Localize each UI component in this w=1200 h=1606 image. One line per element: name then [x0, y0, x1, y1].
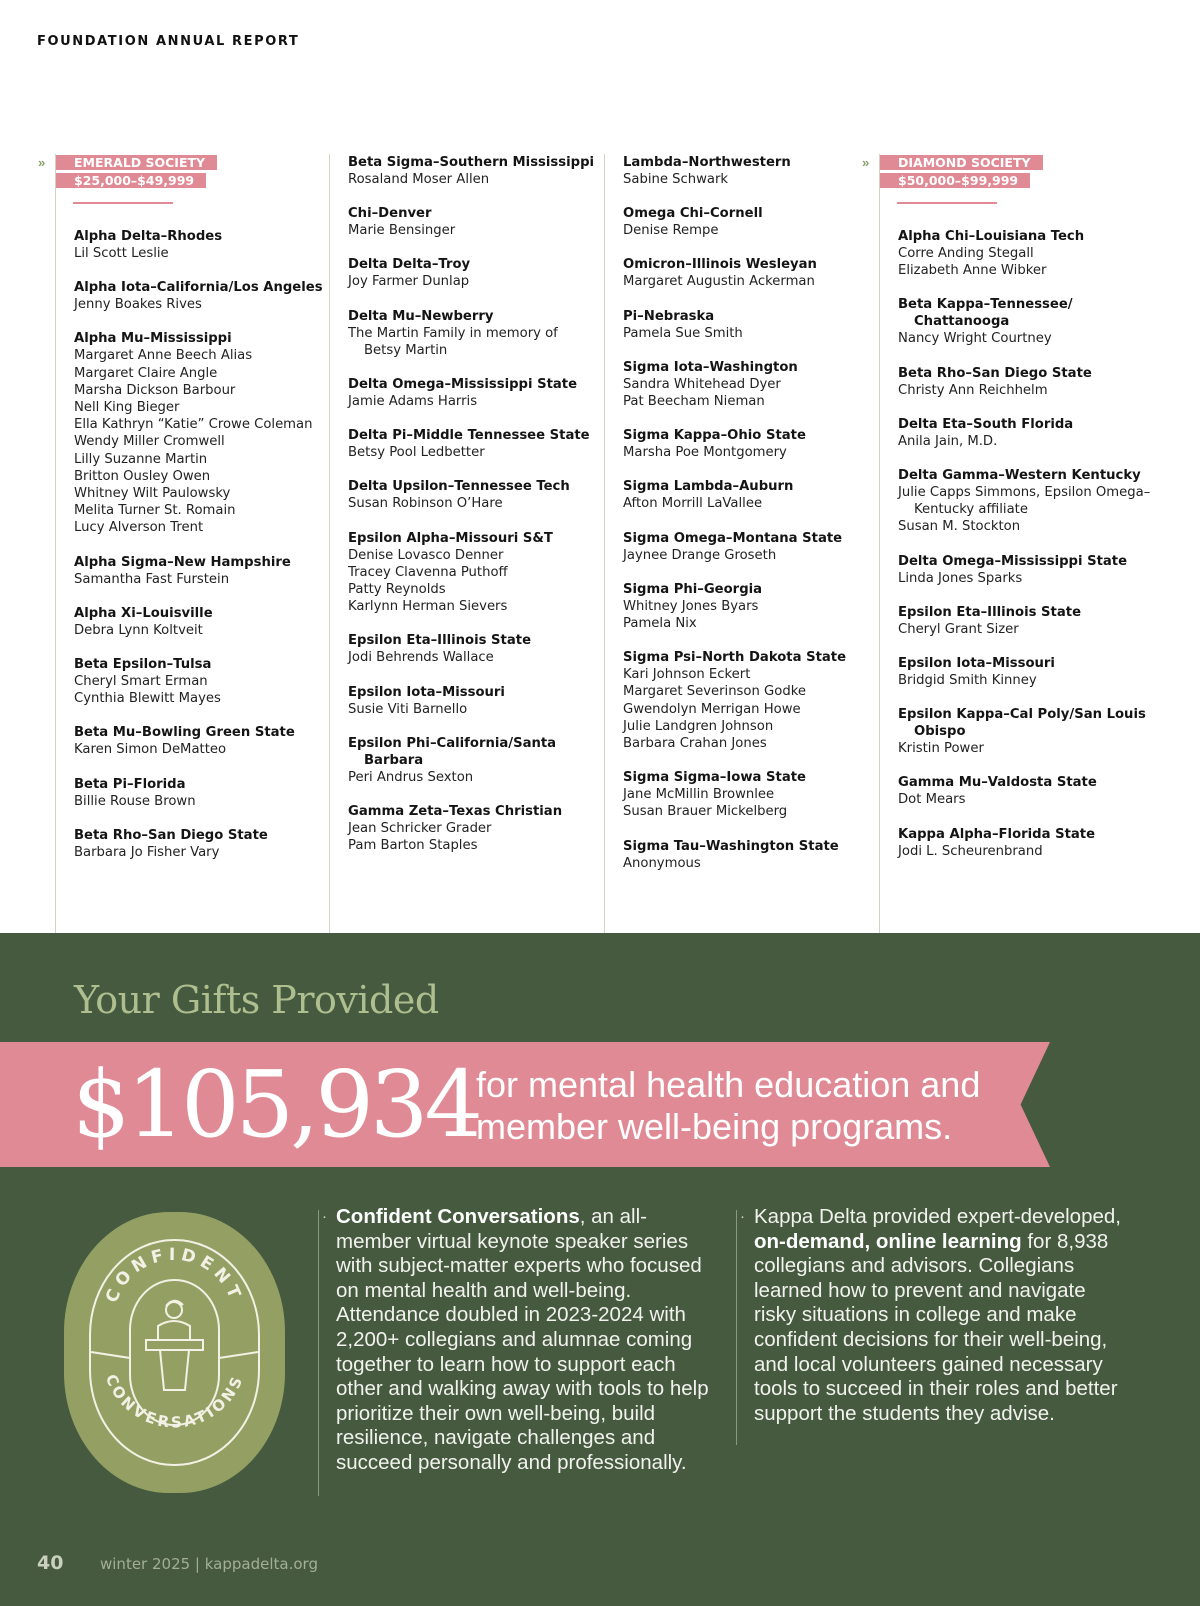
donor-name: Corre Anding Stegall: [898, 246, 1034, 261]
bullet-text-post: for 8,938 collegians and advisors. Collegians learned how to prevent and navigate risky situations in college and make confident decisions for their well-being, and local volunteers gained necessary tools to succeed in their roles and better support the students they advise.: [754, 1229, 1118, 1425]
logo-bottom-text: CONVERSATIONS: [101, 1371, 248, 1432]
donor-group: [623, 205, 872, 239]
chapter-name: Beta Kappa–Tennessee/ Chattanooga: [898, 297, 1073, 330]
badge-rule: [897, 202, 997, 204]
donor-name: Susan Robinson O’Hare: [348, 496, 503, 512]
donor-group: [348, 684, 597, 718]
donor-column-2: [329, 154, 597, 934]
chapter-name: Delta Pi–Middle Tennessee State: [348, 428, 590, 444]
donor-name: The Martin Family in memory of Betsy Martin: [348, 325, 558, 358]
donor-name: Jamie Adams Harris: [348, 394, 478, 410]
chapter-name: Alpha Iota–California/Los Angeles: [74, 280, 323, 296]
donor-name: Susan Brauer Mickelberg: [623, 804, 788, 820]
chapter-name: Sigma Kappa–Ohio State: [623, 428, 806, 444]
donor-name: Christy Ann Reichhelm: [898, 382, 1048, 398]
donor-name: Samantha Fast Furstein: [74, 571, 230, 587]
donor-name: Pam Barton Staples: [348, 838, 478, 854]
donor-group: [348, 530, 597, 616]
donor-name: Whitney Jones Byars: [623, 598, 759, 614]
donor-name: Whitney Wilt Paulowsky: [74, 486, 231, 502]
donor-name: Julie Capps Simmons, Epsilon Omega–Kentucky affiliate: [898, 485, 1151, 518]
donor-name: Dot Mears: [898, 792, 966, 808]
donor-name: Britton Ousley Owen: [74, 468, 211, 484]
donor-group: [898, 467, 1159, 536]
donor-name: Karlynn Herman Sievers: [348, 599, 508, 615]
donor-name: Debra Lynn Koltveit: [74, 622, 203, 638]
donor-name: Jenny Boakes Rives: [74, 297, 202, 313]
donor-group: [623, 308, 872, 342]
donor-name: Kari Johnson Eckert: [623, 667, 751, 683]
donor-group: [898, 228, 1159, 279]
chapter-name: Pi–Nebraska: [623, 308, 715, 324]
donor-name: Jodi L. Scheurenbrand: [898, 843, 1043, 859]
donor-name: Nell King Bieger: [74, 400, 180, 416]
chapter-name: Delta Omega–Mississippi State: [898, 553, 1128, 569]
donor-group: [898, 416, 1159, 450]
donor-column-3: [604, 154, 872, 934]
bullet-text-bold: Confident Conversations: [336, 1205, 580, 1228]
donor-name: Linda Jones Sparks: [898, 570, 1023, 586]
donor-group: [74, 827, 323, 861]
donor-name: Jane McMillin Brownlee: [623, 787, 775, 803]
donor-name: Denise Lovasco Denner: [348, 547, 504, 563]
donor-group: [623, 427, 872, 461]
donor-name: Susan M. Stockton: [898, 519, 1021, 535]
donor-group: [623, 769, 872, 820]
bullet-marker: ·: [740, 1208, 745, 1225]
chapter-name: Sigma Tau–Washington State: [623, 838, 839, 854]
society-name: EMERALD SOCIETY: [56, 155, 217, 170]
logo-top-text: CONFIDENT: [101, 1244, 247, 1306]
donor-name: Denise Rempe: [623, 223, 719, 239]
donor-name: Elizabeth Anne Wibker: [898, 263, 1047, 279]
donor-name: Marie Bensinger: [348, 223, 456, 239]
donor-group: [348, 376, 597, 410]
donor-group: [348, 205, 597, 239]
chapter-name: Omega Chi–Cornell: [623, 206, 763, 222]
gift-description: for mental health education and member well-being programs.: [476, 1064, 981, 1147]
chapter-name: Sigma Psi–North Dakota State: [623, 650, 847, 666]
chapter-name: Alpha Sigma–New Hampshire: [74, 554, 291, 570]
donor-name: Jean Schricker Grader: [348, 821, 492, 837]
donor-group: [348, 308, 597, 359]
page-number: 40: [37, 1552, 64, 1574]
donor-group: [74, 656, 323, 707]
donor-name: Wendy Miller Cromwell: [74, 434, 225, 450]
donor-name: Pamela Sue Smith: [623, 325, 743, 341]
donor-name: Rosaland Moser Allen: [348, 172, 490, 187]
donor-group: [348, 803, 597, 854]
chapter-name: Sigma Lambda–Auburn: [623, 479, 794, 495]
donor-name: Jodi Behrends Wallace: [348, 650, 494, 666]
bullet-marker: ·: [322, 1208, 327, 1225]
bullet-confident-conversations: [322, 1205, 716, 1476]
donor-name: Barbara Crahan Jones: [623, 736, 767, 752]
donor-group: [898, 553, 1159, 587]
chapter-name: Delta Gamma–Western Kentucky: [898, 468, 1141, 484]
donor-name: Cynthia Blewitt Mayes: [74, 691, 221, 707]
donor-group: [74, 724, 323, 758]
donor-name: Tracey Clavenna Puthoff: [348, 564, 508, 580]
column-divider: [736, 1210, 737, 1445]
donor-name: Nancy Wright Courtney: [898, 331, 1052, 347]
chapter-name: Delta Eta–South Florida: [898, 416, 1074, 432]
chevron-icon: »: [862, 155, 869, 170]
chapter-name: Lambda–Northwestern: [623, 155, 791, 170]
badge-rule: [73, 202, 173, 204]
donor-group: [898, 365, 1159, 399]
chapter-name: Beta Mu–Bowling Green State: [74, 725, 295, 741]
society-badge: [898, 154, 1159, 190]
chapter-name: Epsilon Alpha–Missouri S&T: [348, 530, 553, 546]
chapter-name: Kappa Alpha–Florida State: [898, 826, 1096, 842]
donor-group: [348, 256, 597, 290]
donor-group: [74, 554, 323, 588]
chapter-name: Epsilon Kappa–Cal Poly/San Louis Obispo: [898, 707, 1146, 740]
society-range: $50,000–$99,999: [880, 173, 1030, 188]
donor-group: [74, 228, 323, 262]
donor-name: Pamela Nix: [623, 616, 697, 632]
chapter-name: Alpha Mu–Mississippi: [74, 331, 232, 347]
chapter-name: Delta Omega–Mississippi State: [348, 377, 578, 393]
donor-group: [348, 478, 597, 512]
chevron-icon: »: [38, 155, 45, 170]
donor-group: [623, 838, 872, 872]
chapter-name: Sigma Sigma–Iowa State: [623, 770, 806, 786]
confident-conversations-logo-icon: [62, 1210, 287, 1495]
donor-column-4: [862, 154, 1159, 934]
donor-group: [898, 296, 1159, 347]
donor-name: Patty Reynolds: [348, 582, 446, 598]
donor-name: Pat Beecham Nieman: [623, 394, 765, 410]
donor-group: [898, 774, 1159, 808]
donor-name: Gwendolyn Merrigan Howe: [623, 701, 801, 717]
chapter-name: Gamma Mu–Valdosta State: [898, 775, 1097, 791]
donor-group: [898, 655, 1159, 689]
donor-group: [623, 581, 872, 632]
donor-name: Cheryl Smart Erman: [74, 674, 208, 690]
chapter-name: Epsilon Iota–Missouri: [898, 656, 1055, 672]
bullet-text-post: , an all-member virtual keynote speaker series with subject-matter experts who focused on mental health and well-being. Attendance doubled in 2023-2024 with 2,200+ collegians and alumnae coming together to learn how to support each other and walking away with tools to help prioritize their own well-being, build resilience, navigate challenges and succeed personally and professionally.: [336, 1205, 709, 1474]
chapter-name: Beta Epsilon–Tulsa: [74, 657, 212, 673]
donor-name: Bridgid Smith Kinney: [898, 673, 1037, 689]
donor-name: Billie Rouse Brown: [74, 793, 196, 809]
donor-name: Lilly Suzanne Martin: [74, 451, 208, 467]
donor-group: [74, 330, 323, 536]
footer-info: winter 2025 | kappadelta.org: [100, 1555, 318, 1573]
chapter-name: Beta Rho–San Diego State: [74, 827, 268, 843]
donor-name: Susie Viti Barnello: [348, 701, 468, 717]
donor-name: Sandra Whitehead Dyer: [623, 376, 781, 392]
donor-group: [898, 826, 1159, 860]
donor-name: Ella Kathryn “Katie” Crowe Coleman: [74, 417, 313, 433]
chapter-name: Alpha Delta–Rhodes: [74, 229, 223, 244]
donor-name: Margaret Anne Beech Alias: [74, 348, 253, 364]
chapter-name: Epsilon Eta–Illinois State: [898, 604, 1082, 620]
donor-group: [623, 530, 872, 564]
donor-column-1: [38, 154, 323, 934]
donor-name: Jaynee Drange Groseth: [623, 547, 777, 563]
chapter-name: Epsilon Phi–California/Santa Barbara: [348, 735, 557, 768]
gifts-heading: Your Gifts Provided: [74, 978, 439, 1022]
donor-group: [623, 649, 872, 752]
chapter-name: Beta Pi–Florida: [74, 776, 186, 792]
bullet-text-bold: on-demand, online learning: [754, 1229, 1022, 1253]
chapter-name: Alpha Xi–Louisville: [74, 605, 213, 621]
donor-name: Margaret Claire Angle: [74, 365, 218, 381]
chapter-name: Epsilon Iota–Missouri: [348, 684, 505, 700]
donor-group: [74, 605, 323, 639]
donor-name: Betsy Pool Ledbetter: [348, 445, 485, 461]
chapter-name: Beta Sigma–Southern Mississippi: [348, 155, 595, 170]
donor-group: [74, 279, 323, 313]
donor-group: [898, 706, 1159, 757]
donor-name: Lucy Alverson Trent: [74, 520, 204, 536]
donor-name: Margaret Severinson Godke: [623, 684, 806, 700]
bullet-text-pre: Kappa Delta provided expert-developed,: [754, 1205, 1121, 1228]
donor-name: Peri Andrus Sexton: [348, 769, 474, 785]
donor-name: Lil Scott Leslie: [74, 246, 169, 261]
chapter-name: Delta Delta–Troy: [348, 257, 471, 273]
donor-name: Barbara Jo Fisher Vary: [74, 844, 220, 860]
donor-name: Cheryl Grant Sizer: [898, 621, 1019, 637]
donor-group: [348, 154, 597, 188]
chapter-name: Sigma Iota–Washington: [623, 359, 798, 375]
donor-name: Marsha Dickson Barbour: [74, 382, 236, 398]
donor-group: [348, 632, 597, 666]
report-title: FOUNDATION ANNUAL REPORT: [37, 34, 300, 49]
donor-group: [623, 359, 872, 410]
donor-name: Joy Farmer Dunlap: [348, 274, 470, 290]
donor-name: Marsha Poe Montgomery: [623, 445, 787, 461]
chapter-name: Alpha Chi–Louisiana Tech: [898, 229, 1085, 244]
society-badge: [74, 154, 323, 190]
donor-name: Anonymous: [623, 855, 701, 871]
donor-name: Margaret Augustin Ackerman: [623, 274, 815, 290]
donor-name: Sabine Schwark: [623, 172, 729, 187]
donor-group: [348, 427, 597, 461]
chapter-name: Sigma Omega–Montana State: [623, 530, 843, 546]
bullet-online-learning: [740, 1205, 1130, 1426]
donor-group: [623, 154, 872, 188]
chapter-name: Delta Mu–Newberry: [348, 308, 494, 324]
donor-group: [623, 256, 872, 290]
chapter-name: Gamma Zeta–Texas Christian: [348, 804, 563, 820]
chapter-name: Delta Upsilon–Tennessee Tech: [348, 479, 570, 495]
donor-group: [348, 735, 597, 786]
gift-amount: $105,934: [72, 1051, 479, 1158]
donor-name: Anila Jain, M.D.: [898, 433, 998, 449]
donor-name: Karen Simon DeMatteo: [74, 742, 227, 758]
society-name: DIAMOND SOCIETY: [880, 155, 1043, 170]
donor-group: [898, 604, 1159, 638]
chapter-name: Beta Rho–San Diego State: [898, 365, 1092, 381]
donor-name: Kristin Power: [898, 741, 984, 757]
donor-name: Afton Morrill LaVallee: [623, 496, 763, 512]
donor-group: [623, 478, 872, 512]
donor-name: Melita Turner St. Romain: [74, 503, 236, 519]
logo-graphic: [62, 1210, 287, 1495]
chapter-name: Epsilon Eta–Illinois State: [348, 633, 532, 649]
society-range: $25,000–$49,999: [56, 173, 206, 188]
column-divider: [318, 1210, 319, 1496]
donor-name: Julie Landgren Johnson: [623, 718, 774, 734]
donor-group: [74, 776, 323, 810]
chapter-name: Omicron–Illinois Wesleyan: [623, 257, 817, 273]
chapter-name: Sigma Phi–Georgia: [623, 581, 763, 597]
chapter-name: Chi–Denver: [348, 206, 432, 222]
